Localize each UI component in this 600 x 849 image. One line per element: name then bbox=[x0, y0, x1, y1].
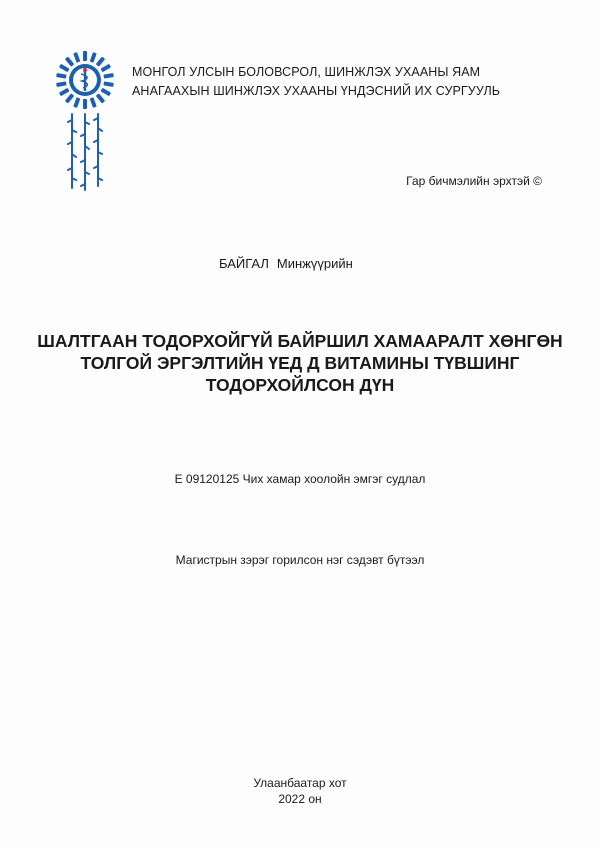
thesis-title bbox=[30, 330, 570, 396]
city: Улаанбаатар хот bbox=[253, 776, 347, 790]
specialty-code: Е 09120125 Чих хамар хоолойн эмгэг судлал bbox=[174, 472, 426, 486]
degree-statement: Магистрын зэрэг горилсон нэг сэдэвт бүтээл bbox=[175, 553, 425, 567]
title-line: ТОДОРХОЙЛСОН ДҮН bbox=[205, 375, 395, 395]
author-name bbox=[219, 256, 353, 271]
author-given-name: Минжүүрийн bbox=[276, 256, 353, 271]
ministry-name: МОНГОЛ УЛСЫН БОЛОВСРОЛ, ШИНЖЛЭХ УХААНЫ ЯАМ bbox=[132, 65, 481, 79]
title-line: ШАЛТГААН ТОДОРХОЙГҮЙ БАЙРШИЛ ХАМААРАЛТ ХӨНГӨН bbox=[37, 331, 563, 351]
university-name: АНАГААХЫН ШИНЖЛЭХ УХААНЫ ҮНДЭСНИЙ ИХ СУРГУУЛЬ bbox=[132, 84, 501, 98]
university-logo bbox=[52, 50, 118, 200]
university-seal-icon bbox=[52, 50, 118, 200]
mongolian-script-icon bbox=[68, 114, 102, 190]
copyright-notice: Гар бичмэлийн эрхтэй © bbox=[406, 174, 542, 188]
title-line: ТОЛГОЙ ЭРГЭЛТИЙН ҮЕД Д ВИТАМИНЫ ТҮВШИНГ bbox=[80, 353, 520, 373]
institution-header bbox=[132, 63, 500, 101]
place-and-year bbox=[0, 775, 600, 807]
author-surname: БАЙГАЛ bbox=[219, 256, 269, 271]
year: 2022 он bbox=[278, 792, 322, 806]
